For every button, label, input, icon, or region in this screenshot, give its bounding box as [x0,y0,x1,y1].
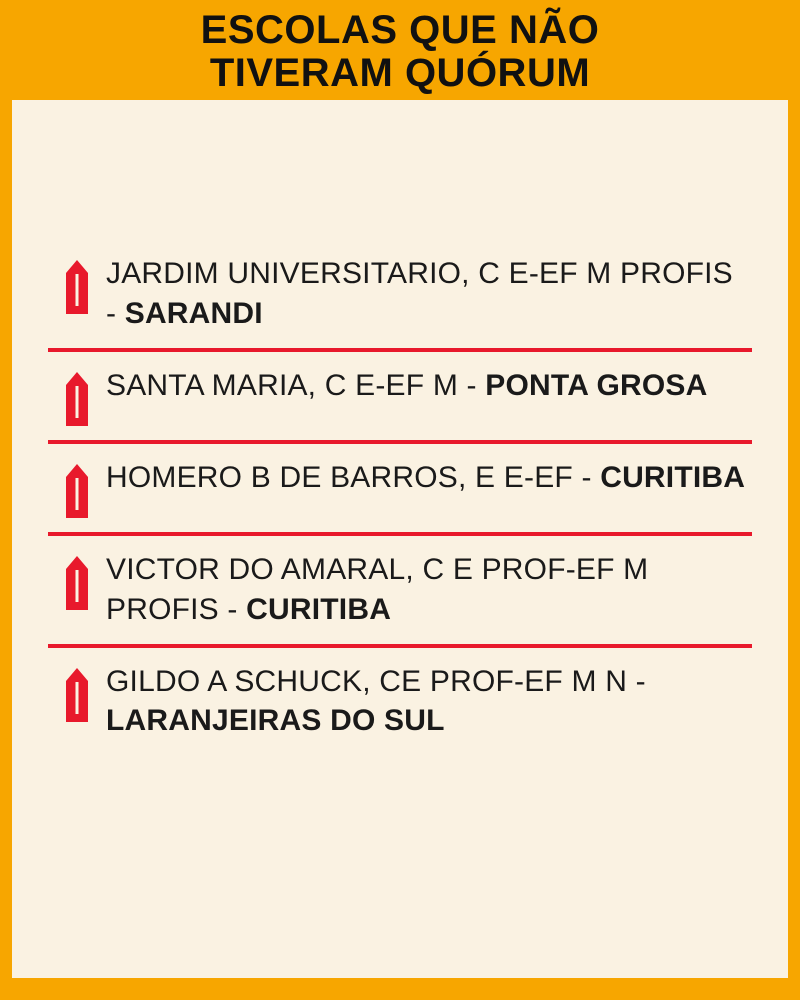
list-item [48,648,752,756]
poster-header [0,0,800,100]
city-name: SARANDI [124,296,263,330]
school-name: GILDO A SCHUCK, CE PROF-EF M N - [106,664,646,698]
list-item [48,536,752,648]
list-item-text [106,254,752,334]
pencil-icon [48,366,106,426]
school-name: JARDIM UNIVERSITARIO, C E-EF M PROFIS - [106,257,733,330]
school-name: SANTA MARIA, C E-EF M - [106,368,486,402]
city-name: PONTA GROSA [485,368,708,402]
list-item-text [106,550,752,630]
pencil-icon [48,458,106,518]
list-item-text [106,662,752,742]
city-name: LARANJEIRAS DO SUL [106,704,445,738]
city-name: CURITIBA [246,592,392,626]
list-item-text [106,458,752,498]
list-item [48,444,752,536]
list-item [48,240,752,352]
school-list [48,240,752,755]
school-name: HOMERO B DE BARROS, E E-EF - [106,460,601,494]
pencil-icon [48,550,106,610]
list-item [48,352,752,444]
pencil-icon [48,254,106,314]
header-title-line-1: ESCOLAS QUE NÃO [200,7,600,52]
school-name: VICTOR DO AMARAL, C E PROF-EF M PROFIS - [106,552,649,626]
city-name: CURITIBA [600,460,746,494]
list-item-text [106,366,752,406]
content-card [12,100,788,978]
header-title-line-2: TIVERAM QUÓRUM [209,51,591,95]
pencil-icon [48,662,106,722]
